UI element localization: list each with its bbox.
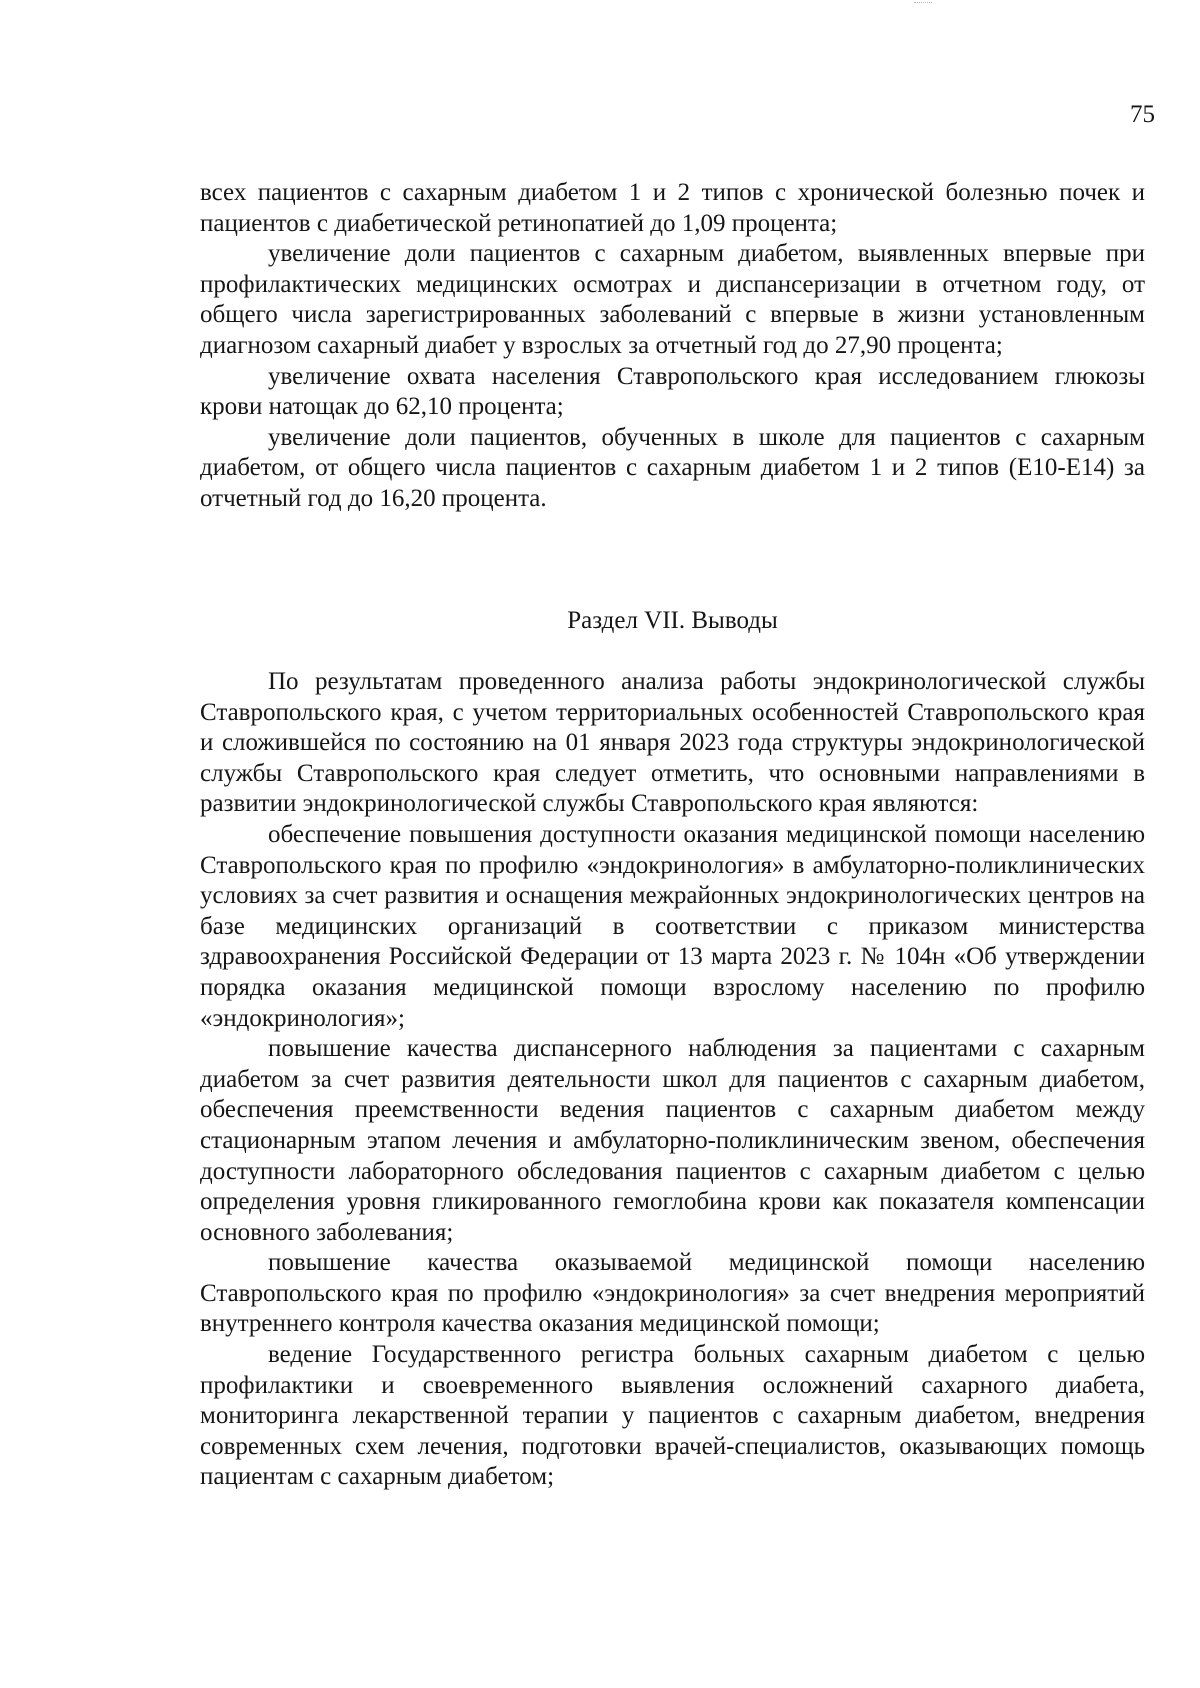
paragraph: обеспечение повышения доступности оказания медицинской помощи населению Ставропольского края по профилю «эндокринология» в амбулаторно-поликлинических условиях за счет развития и оснащения межрайонных эндокринологических центров на базе медицинских организаций в соответствии с приказом министерства здравоохранения Российской Федерации от 13 марта 2023 г. № 104н «Об утверждении порядка оказания медицинской помощи взрослому населению по профилю «эндокринология»; [200, 820, 1145, 1032]
paragraph: ведение Государственного регистра больных сахарным диабетом с целью профилактики и своевременного выявления осложнений сахарного диабета, мониторинга лекарственной терапии у пациентов с сахарным диабетом, внедрения современных схем лечения, подготовки врачей-специалистов, оказывающих помощь пациентам с сахарным диабетом; [200, 1341, 1145, 1491]
paragraph: По результатам проведенного анализа работы эндокринологической службы Ставропольского края, с учетом территориальных особенностей Ставропольского края и сложившейся по состоянию на 01 января 2023 года структуры эндокринологической службы Ставропольского края следует отметить, что основными направлениями в развитии эндокринологической службы Ставропольского края являются: [200, 668, 1145, 818]
top-text-block [200, 178, 1145, 515]
paragraph: увеличение доли пациентов, обученных в школе для пациентов с сахарным диабетом, от общего числа пациентов с сахарным диабетом 1 и 2 типов (Е10-Е14) за отчетный год до 16,20 процента. [200, 423, 1145, 512]
paragraph: увеличение охвата населения Ставропольского края исследованием глюкозы крови натощак до 62,10 процента; [200, 362, 1145, 421]
section-heading: Раздел VII. Выводы [567, 607, 778, 634]
paragraph-continuation: всех пациентов с сахарным диабетом 1 и 2 типов с хронической болезнью почек и пациентов с диабетической ретинопатией до 1,09 процента; [200, 179, 1145, 237]
page-number: 75 [1130, 101, 1155, 128]
paragraph: увеличение доли пациентов с сахарным диабетом, выявленных впервые при профилактических медицинских осмотрах и диспансеризации в отчетном году, от общего числа зарегистрированных заболеваний с впервые в жизни установленным диагнозом сахарный диабет у взрослых за отчетный год до 27,90 процента; [200, 240, 1145, 359]
scan-artifact [914, 2, 932, 7]
conclusions-text-block [200, 667, 1145, 1493]
paragraph: повышение качества оказываемой медицинской помощи населению Ставропольского края по профилю «эндокринология» за счет внедрения мероприятий внутреннего контроля качества оказания медицинской помощи; [200, 1249, 1145, 1338]
paragraph: повышение качества диспансерного наблюдения за пациентами с сахарным диабетом за счет развития деятельности школ для пациентов с сахарным диабетом, обеспечения преемственности ведения пациентов с сахарным диабетом между стационарным этапом лечения и амбулаторно-поликлиническим звеном, обеспечения доступности лабораторного обследования пациентов с сахарным диабетом с целью определения уровня гликированного гемоглобина крови как показателя компенсации основного заболевания; [200, 1035, 1145, 1246]
